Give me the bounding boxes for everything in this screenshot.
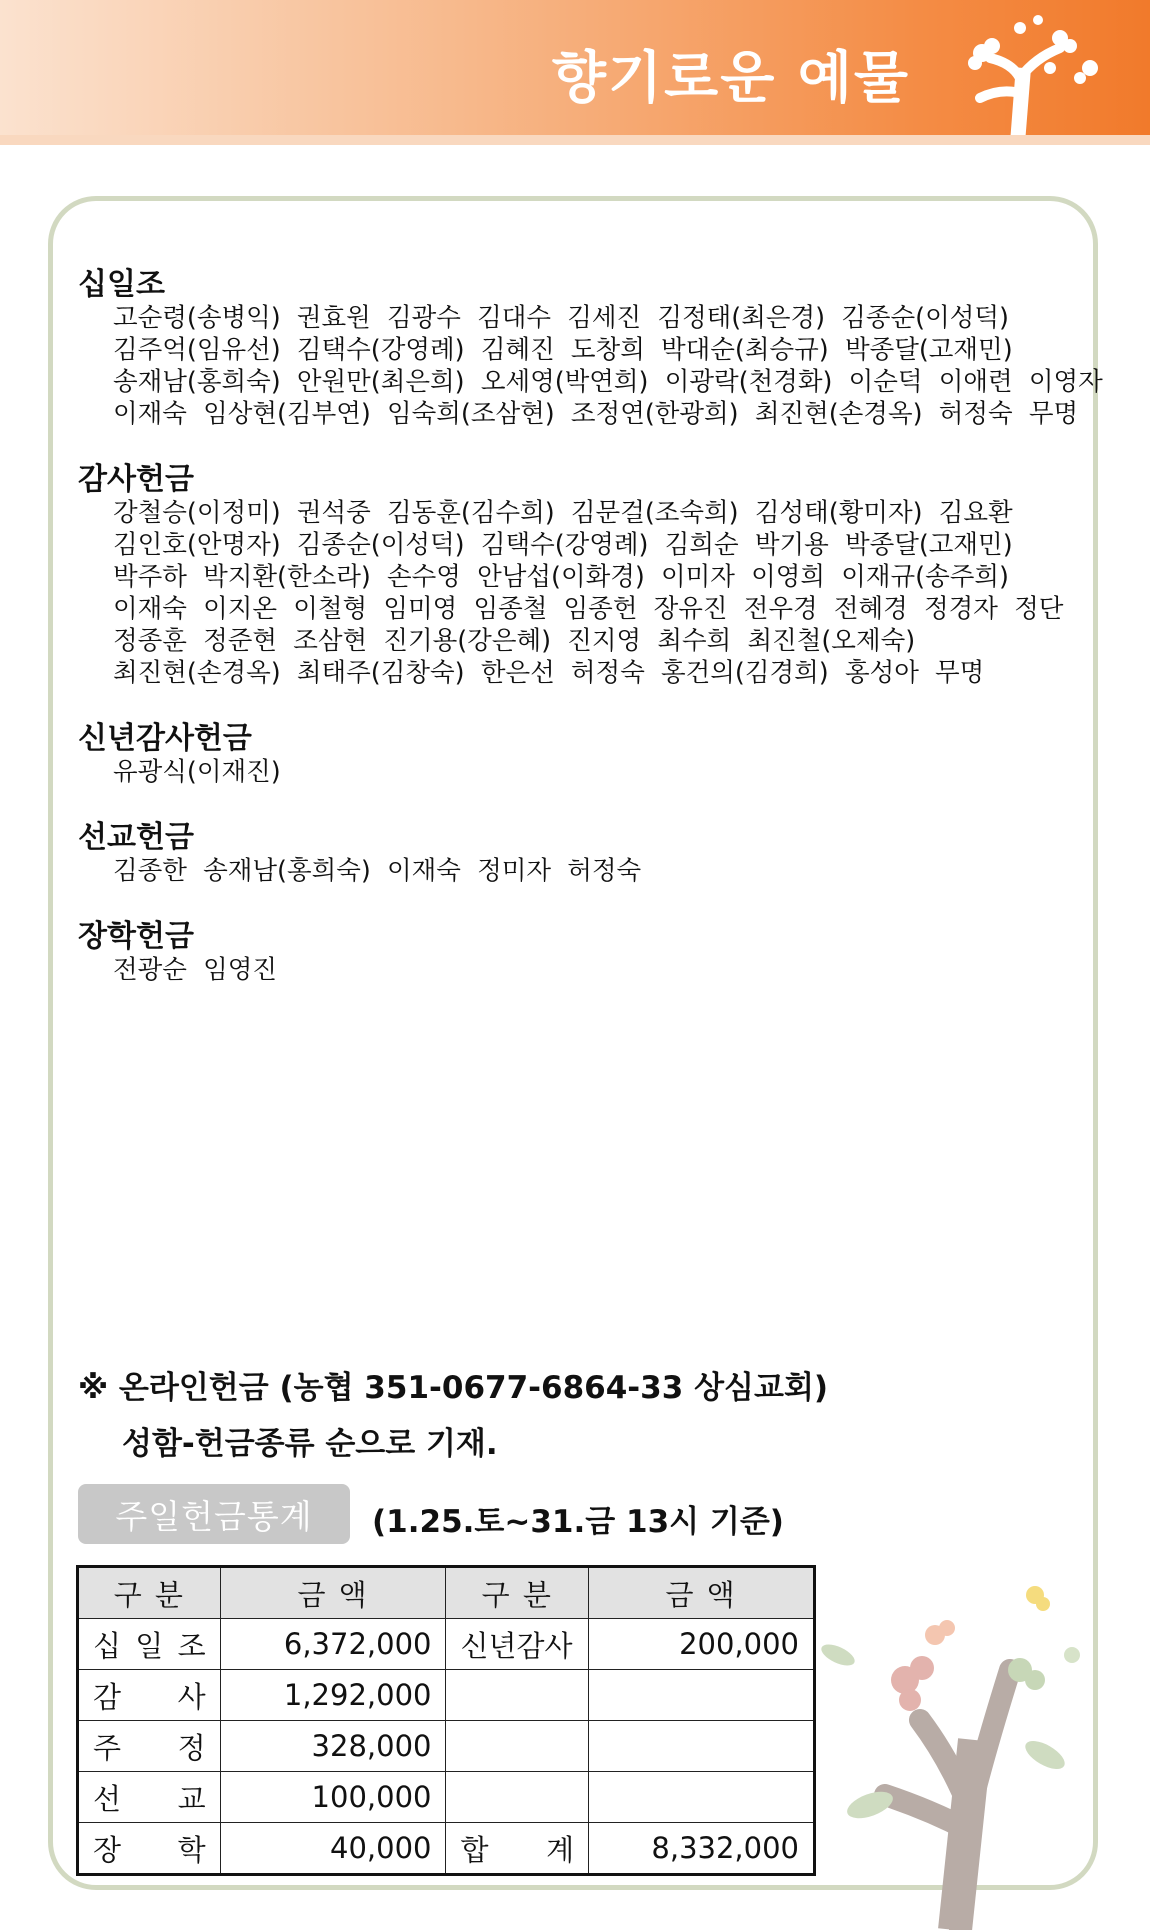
category-cell: 감 사 — [78, 1670, 221, 1721]
names-line: 유광식(이재진) — [113, 757, 281, 787]
header-cell: 금 액 — [589, 1567, 815, 1619]
amount-cell: 200,000 — [589, 1619, 815, 1670]
amount-cell — [589, 1721, 815, 1772]
category-cell: 신년감사 — [446, 1619, 589, 1670]
names-line: 고순령(송병익) 권효원 김광수 김대수 김세진 김정태(최은경) 김종순(이성덕) — [113, 303, 1009, 333]
category-cell — [446, 1670, 589, 1721]
section-title: 십일조 — [78, 267, 165, 302]
category-cell: 선 교 — [78, 1772, 221, 1823]
category-cell — [446, 1772, 589, 1823]
section-mission — [78, 821, 1088, 887]
section-new-year — [78, 722, 1088, 788]
header-cell: 구 분 — [446, 1567, 589, 1619]
category-cell: 주 정 — [78, 1721, 221, 1772]
page-title: 향기로운 예물 — [551, 46, 910, 111]
section-title: 장학헌금 — [78, 919, 194, 954]
names-line: 이재숙 이지온 이철형 임미영 임종철 임종헌 장유진 전우경 전혜경 정경자 정단 — [113, 594, 1064, 624]
section-tithe — [78, 267, 1103, 430]
names-line: 박주하 박지환(한소라) 손수영 안남섭(이화경) 이미자 이영희 이재규(송주희) — [113, 562, 1009, 592]
section-thanksgiving — [78, 463, 1088, 689]
header-cell: 구 분 — [78, 1567, 221, 1619]
names-line: 김인호(안명자) 김종순(이성덕) 김택수(강영례) 김희순 박기용 박종달(고재민) — [113, 530, 1013, 560]
amount-cell: 328,000 — [220, 1721, 446, 1772]
amount-cell: 40,000 — [220, 1823, 446, 1875]
names-line: 이재숙 임상현(김부연) 임숙희(조삼현) 조정연(한광희) 최진현(손경옥) 허정숙 무명 — [113, 399, 1079, 429]
amount-cell: 100,000 — [220, 1772, 446, 1823]
names-line: 최진현(손경옥) 최태주(김창숙) 한은선 허정숙 홍건의(김경희) 홍성아 무명 — [113, 658, 985, 688]
amount-cell — [589, 1670, 815, 1721]
amount-cell: 8,332,000 — [589, 1823, 815, 1875]
table-header-row — [78, 1567, 815, 1619]
names-line: 강철승(이정미) 권석중 김동훈(김수희) 김문걸(조숙희) 김성태(황미자) 김요환 — [113, 498, 1013, 528]
table-row — [78, 1823, 815, 1875]
names-line: 정종훈 정준현 조삼현 진기용(강은혜) 진지영 최수희 최진철(오제숙) — [113, 626, 916, 656]
offering-lists — [78, 267, 1103, 1019]
section-title: 감사헌금 — [78, 462, 194, 497]
amount-cell: 1,292,000 — [220, 1670, 446, 1721]
table-row — [78, 1619, 815, 1670]
header-strip — [0, 135, 1150, 145]
table-row — [78, 1721, 815, 1772]
category-cell — [446, 1721, 589, 1772]
header-banner — [0, 0, 1150, 135]
decorative-tree-icon — [810, 1560, 1100, 1930]
category-cell: 장 학 — [78, 1823, 221, 1875]
amount-cell: 6,372,000 — [220, 1619, 446, 1670]
tree-icon — [920, 8, 1110, 143]
names-line: 김종한 송재남(홍희숙) 이재숙 정미자 허정숙 — [113, 856, 642, 886]
header-cell: 금 액 — [220, 1567, 446, 1619]
section-title: 신년감사헌금 — [78, 721, 252, 756]
table-row — [78, 1670, 815, 1721]
notice-line-2: 성함-헌금종류 순으로 기재. — [122, 1426, 498, 1462]
section-scholarship — [78, 920, 1088, 986]
category-cell: 합 계 — [446, 1823, 589, 1875]
table-row — [78, 1772, 815, 1823]
online-offering-notice — [78, 1360, 828, 1472]
stats-basis: (1.25.토~31.금 13시 기준) — [372, 1504, 784, 1540]
amount-cell — [589, 1772, 815, 1823]
notice-line-1: ※ 온라인헌금 (농협 351-0677-6864-33 상심교회) — [78, 1370, 829, 1406]
names-line: 송재남(홍희숙) 안원만(최은희) 오세영(박연희) 이광락(천경화) 이순덕 이애련 이영자 — [113, 367, 1103, 397]
names-line: 김주억(임유선) 김택수(강영례) 김혜진 도창희 박대순(최승규) 박종달(고재민) — [113, 335, 1013, 365]
category-cell: 십 일 조 — [78, 1619, 221, 1670]
section-title: 선교헌금 — [78, 820, 194, 855]
offering-stats-table — [76, 1565, 816, 1876]
names-line: 전광순 임영진 — [113, 955, 278, 985]
stats-badge: 주일헌금통계 — [78, 1484, 350, 1544]
